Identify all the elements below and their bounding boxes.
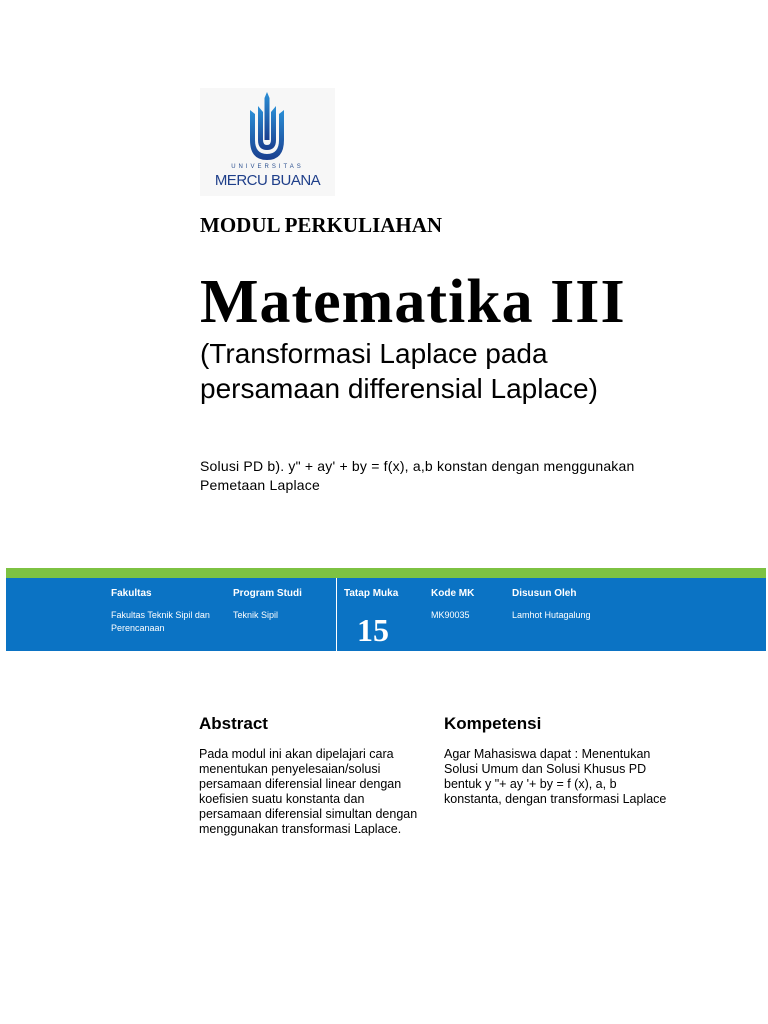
abstract-text: Pada modul ini akan dipelajari cara menentukan penyelesaian/solusi persamaan diferensial linear dengan koefisien suatu konstanta dan persamaan diferensial simultan dengan menggunakan transformasi Laplace. xyxy=(199,747,418,836)
university-logo xyxy=(200,88,335,196)
course-code-label: Kode MK xyxy=(431,588,475,599)
kompetensi-heading: Kompetensi xyxy=(444,714,542,733)
logo-university-label: UNIVERSITAS xyxy=(231,164,304,170)
module-description: Solusi PD b). y" + ay' + by = f(x), a,b konstan dengan menggunakan Pemetaan Laplace xyxy=(200,458,635,493)
author-label: Disusun Oleh xyxy=(512,588,577,599)
course-code-value: MK90035 xyxy=(431,610,470,620)
meeting-label: Tatap Muka xyxy=(344,588,399,599)
faculty-value: Fakultas Teknik Sipil dan Perencanaan xyxy=(111,610,210,633)
page-title: Matematika III xyxy=(200,268,626,336)
program-label: Program Studi xyxy=(233,588,302,599)
kompetensi-text: Agar Mahasiswa dapat : Menentukan Solusi Umum dan Solusi Khusus PD bentuk y "+ ay '+ by = f (x), a, b konstanta, dengan transformasi Laplace xyxy=(444,747,667,806)
page-subtitle: (Transformasi Laplace pada persamaan differensial Laplace) xyxy=(200,338,598,404)
abstract-heading: Abstract xyxy=(199,714,268,733)
faculty-label: Fakultas xyxy=(111,588,152,599)
logo-university-name: MERCU BUANA xyxy=(214,172,321,189)
program-value: Teknik Sipil xyxy=(233,610,279,620)
logo-emblem-icon xyxy=(200,88,335,168)
modul-label: MODUL PERKULIAHAN xyxy=(200,213,443,237)
banner-divider xyxy=(336,578,337,651)
author-value: Lamhot Hutagalung xyxy=(512,610,591,620)
meeting-number: 15 xyxy=(357,612,389,648)
banner-accent-strip xyxy=(6,568,766,578)
